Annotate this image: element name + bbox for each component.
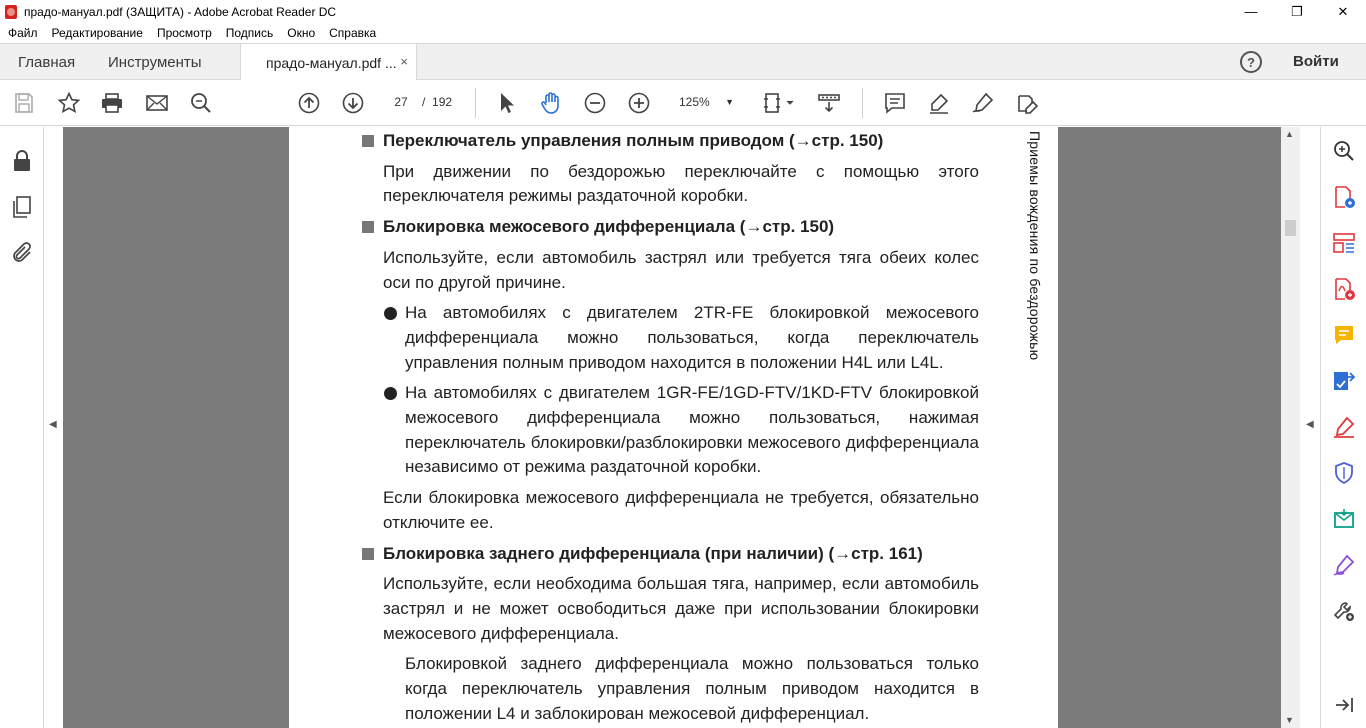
toolbar-divider — [475, 88, 476, 118]
left-panel-toggle[interactable] — [44, 127, 63, 728]
section-heading: Переключатель управления полным приводом (→стр. 150) — [361, 129, 979, 154]
zoom-select[interactable] — [672, 91, 742, 113]
next-page-icon[interactable] — [341, 91, 365, 115]
page-total-count: 192 — [432, 95, 453, 109]
protect-shield-icon[interactable] — [1332, 461, 1356, 485]
enhance-scan-icon[interactable] — [1332, 139, 1356, 163]
pdf-page — [289, 127, 1058, 728]
create-pdf-icon[interactable] — [1332, 185, 1356, 209]
left-navigation-pane — [0, 127, 44, 728]
window-title: прадо-мануал.pdf (ЗАЩИТА) - Adobe Acrobat Reader DC — [24, 4, 337, 19]
scroll-down-icon[interactable]: ▼ — [1285, 715, 1294, 725]
tab-close-icon[interactable]: × — [400, 54, 408, 69]
indented-paragraph: Блокировкой заднего дифференциала можно пользоваться только когда переключатель управления полным приводом находится в положении L4 и заблокирован межосевой дифференциал. — [405, 654, 979, 723]
chevron-left-icon: ◀ — [1306, 419, 1314, 430]
bullet-item: На автомобилях с двигателем 2TR-FE блокировкой межосевого дифференциала можно пользоваться, когда переключатель управления полным приводом находится в положении H4L или L4L. — [361, 301, 979, 375]
zoom-out-icon[interactable] — [583, 91, 607, 115]
more-tools-icon[interactable] — [1332, 599, 1356, 623]
close-window-button[interactable]: ✕ — [1337, 3, 1349, 19]
right-panel-toggle[interactable] — [1300, 127, 1320, 728]
scrolling-mode-icon[interactable] — [817, 91, 841, 115]
right-tools-pane — [1320, 127, 1366, 728]
lock-icon[interactable] — [10, 149, 34, 173]
comment-icon[interactable] — [883, 91, 907, 115]
bullet-item: На автомобилях с двигателем 1GR-FE/1GD-FTV/1KD-FTV блокировкой межосевого дифференциала можно пользоваться, нажимая переключатель блокировки/разблокировки межосевого дифференциала независимо от режима раздаточной коробки. — [361, 381, 979, 480]
section-heading: Блокировка межосевого дифференциала (→стр. 150) — [361, 215, 979, 240]
email-icon[interactable] — [145, 91, 169, 115]
tab-home[interactable]: Главная — [18, 53, 76, 71]
acrobat-app-icon — [5, 5, 17, 19]
paragraph: Используйте, если необходима большая тяга, например, если автомобиль застрял и не может освободиться даже при использовании блокировки межосевого дифференциала. — [383, 574, 979, 643]
signin-button[interactable]: Войти — [1293, 53, 1339, 70]
paragraph: Используйте, если автомобиль застрял или требуется тяга обеих колес оси по другой причине. — [383, 247, 979, 292]
side-caption: Приемы вождения по бездорожью — [1027, 131, 1043, 361]
add-comment-icon[interactable] — [1332, 323, 1356, 347]
tab-tools[interactable]: Инструменты — [108, 53, 202, 71]
fill-and-sign-icon[interactable] — [1332, 415, 1356, 439]
restore-button[interactable]: ❐ — [1291, 3, 1303, 19]
section-heading: Блокировка заднего дифференциала (при наличии) (→стр. 161) — [361, 542, 979, 567]
export-pdf-icon[interactable] — [1332, 277, 1356, 301]
menu-bar — [0, 23, 1366, 43]
menu-file[interactable]: Файл — [8, 26, 38, 40]
menu-help[interactable]: Справка — [329, 26, 377, 40]
print-icon[interactable] — [100, 91, 124, 115]
title-bar — [0, 0, 1366, 23]
paragraph: Если блокировка межосевого дифференциала не требуется, обязательно отключите ее. — [383, 488, 979, 532]
pages-icon[interactable] — [10, 195, 34, 219]
bookmark-star-icon[interactable] — [57, 91, 81, 115]
page-content — [361, 127, 979, 726]
attachment-icon[interactable] — [10, 241, 34, 265]
scroll-thumb[interactable] — [1285, 220, 1296, 236]
save-icon[interactable] — [12, 91, 36, 115]
page-fit-icon[interactable] — [762, 91, 798, 115]
page-separator: / — [422, 95, 426, 109]
chevron-down-icon: ▼ — [725, 97, 734, 107]
menu-window[interactable]: Окно — [287, 26, 316, 40]
menu-sign[interactable]: Подпись — [225, 26, 274, 40]
menu-edit[interactable]: Редактирование — [51, 26, 143, 40]
scroll-up-icon[interactable]: ▲ — [1285, 129, 1294, 139]
organize-pages-icon[interactable] — [1332, 231, 1356, 255]
hand-tool-icon[interactable] — [539, 91, 563, 115]
paragraph: При движении по бездорожью переключайте с помощью этого переключателя режимы раздаточной коробки. — [383, 161, 979, 206]
minimize-button[interactable]: — — [1244, 4, 1258, 19]
tab-bar — [0, 43, 1366, 80]
help-icon[interactable]: ? — [1240, 51, 1262, 73]
tab-document-label: прадо-мануал.pdf ... — [266, 54, 397, 71]
chevron-left-icon: ◀ — [49, 419, 57, 430]
zoom-value: 125% — [679, 95, 710, 109]
select-cursor-icon[interactable] — [495, 91, 519, 115]
search-icon[interactable] — [189, 91, 213, 115]
page-total — [422, 91, 452, 113]
send-track-icon[interactable] — [1332, 507, 1356, 531]
fill-sign-icon[interactable] — [1015, 91, 1039, 115]
previous-page-icon[interactable] — [297, 91, 321, 115]
tab-document[interactable] — [240, 44, 417, 81]
draw-icon[interactable] — [971, 91, 995, 115]
vertical-scrollbar[interactable] — [1281, 127, 1300, 728]
highlight-icon[interactable] — [927, 91, 951, 115]
menu-view[interactable]: Просмотр — [156, 26, 212, 40]
send-for-review-icon[interactable] — [1332, 369, 1356, 393]
toolbar-divider — [862, 88, 863, 118]
signature-icon[interactable] — [1332, 553, 1356, 577]
collapse-pane-icon[interactable] — [1332, 693, 1356, 717]
window-controls — [1228, 0, 1366, 23]
page-number-input[interactable]: 27 — [394, 95, 408, 109]
zoom-in-icon[interactable] — [627, 91, 651, 115]
